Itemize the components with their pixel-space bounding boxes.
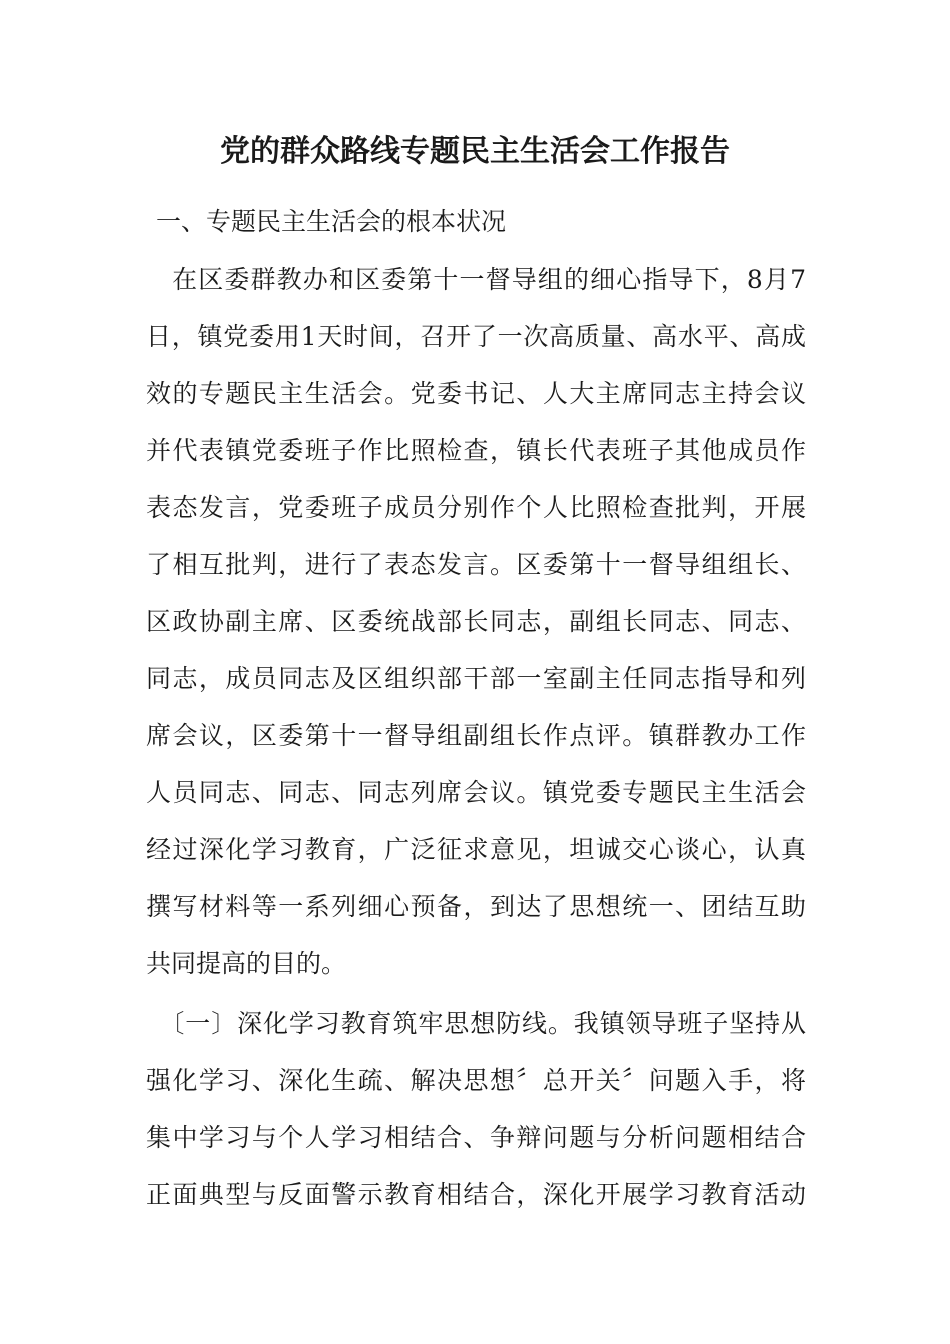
paragraph-line: 〔一〕深化学习教育筑牢思想防线。我镇领导班子坚持从 — [146, 1009, 806, 1038]
paragraph-line: 集中学习与个人学习相结合、争辩问题与分析问题相结合 — [146, 1123, 806, 1152]
paragraph-line: 效的专题民主生活会。党委书记、人大主席同志主持会议 — [146, 379, 806, 408]
paragraph-line: 区政协副主席、区委统战部长同志，副组长同志、同志、 — [146, 607, 806, 636]
paragraph-line: 撰写材料等一系列细心预备，到达了思想统一、团结互助 — [146, 892, 806, 921]
section-heading: 一、专题民主生活会的根本状况 — [156, 207, 507, 236]
paragraph-line: 了相互批判，进行了表态发言。区委第十一督导组组长、 — [146, 550, 806, 579]
paragraph-line: 共同提高的目的。 — [146, 949, 347, 978]
paragraph-line: 人员同志、同志、同志列席会议。镇党委专题民主生活会 — [146, 778, 806, 807]
paragraph-line: 同志，成员同志及区组织部干部一室副主任同志指导和列 — [146, 664, 806, 693]
paragraph-line: 强化学习、深化生疏、解决思想〞总开关〞问题入手，将 — [146, 1066, 806, 1095]
paragraph-line: 在区委群教办和区委第十一督导组的细心指导下，8月7 — [146, 265, 806, 294]
paragraph-line: 席会议，区委第十一督导组副组长作点评。镇群教办工作 — [146, 721, 806, 750]
paragraph-line: 日，镇党委用1天时间，召开了一次高质量、高水平、高成 — [146, 322, 806, 351]
paragraph-line: 经过深化学习教育，广泛征求意见，坦诚交心谈心，认真 — [146, 835, 806, 864]
paragraph-line: 正面典型与反面警示教育相结合，深化开展学习教育活动 — [146, 1180, 806, 1209]
paragraph-line: 并代表镇党委班子作比照检查，镇长代表班子其他成员作 — [146, 436, 806, 465]
paragraph-line: 表态发言，党委班子成员分别作个人比照检查批判，开展 — [146, 493, 806, 522]
document-title: 党的群众路线专题民主生活会工作报告 — [220, 134, 730, 169]
